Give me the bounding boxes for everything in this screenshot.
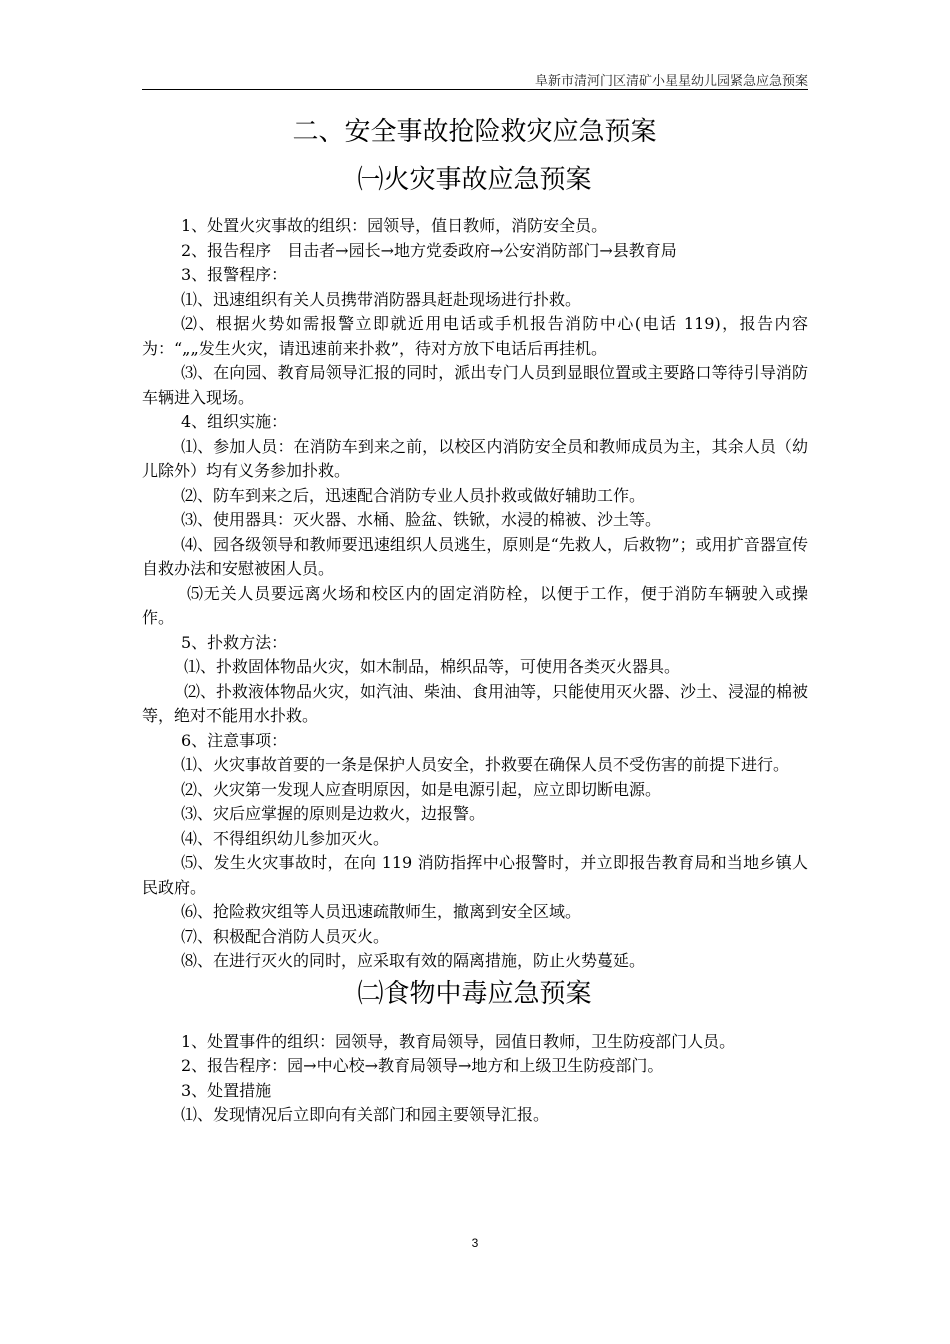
paragraph: ⑶、灾后应掌握的原则是边救火，边报警。 (181, 804, 486, 823)
paragraph: ⑴、火灾事故首要的一条是保护人员安全，扑救要在确保人员不受伤害的前提下进行。 (181, 755, 790, 774)
section-title-fire: ㈠火灾事故应急预案 (357, 165, 592, 195)
paragraph: ⑵、根据火势如需报警立即就近用电话或手机报告消防中心(电话 119)，报告内容为：“„„发生火灾，请迅速前来扑救”，待对方放下电话后再挂机。 (142, 314, 808, 358)
paragraph: 4、组织实施： (181, 412, 288, 431)
paragraph: 2、报告程序 目击者→园长→地方党委政府→公安消防部门→县教育局 (181, 240, 677, 260)
paragraph: ⑶、在向园、教育局领导汇报的同时，派出专门人员到显眼位置或主要路口等待引导消防车辆进入现场。 (142, 363, 808, 407)
paragraph: ⑵、火灾第一发现人应查明原因，如是电源引起，应立即切断电源。 (181, 779, 662, 799)
paragraph: ⑴、迅速组织有关人员携带消防器具赶赴现场进行扑救。 (181, 289, 582, 309)
header-divider (142, 89, 808, 90)
paragraph: ⑵、扑救液体物品火灾，如汽油、柴油、食用油等，只能使用灭火器、沙土、浸湿的棉被等，绝对不能用水扑救。 (142, 681, 809, 725)
paragraph: 5、扑救方法： (181, 632, 288, 652)
paragraph: ⑷、园各级领导和教师要迅速组织人员逃生，原则是“先救人，后救物”；或用扩音器宣传自救办法和安慰被困人员。 (142, 534, 808, 578)
paragraph: ⑴、参加人员：在消防车到来之前，以校区内消防安全员和教师成员为主，其余人员（幼儿除外）均有义务参加扑救。 (142, 436, 808, 480)
running-header: 阜新市清河门区清矿小星星幼儿园紧急应急预案 (534, 74, 808, 89)
paragraph: ⑸、发生火灾事故时，在向 119 消防指挥中心报警时，并立即报告教育局和当地乡镇人民政府。 (142, 853, 808, 897)
section-food-poisoning (181, 1030, 808, 1128)
paragraph: ⑴、扑救固体物品火灾，如木制品，棉织品等，可使用各类灭火器具。 (184, 657, 681, 676)
paragraph: 1、处置火灾事故的组织：园领导，值日教师，消防安全员。 (181, 216, 608, 235)
main-title: 二、安全事故抢险救灾应急预案 (292, 117, 657, 147)
paragraph: ⑴、发现情况后立即向有关部门和园主要领导汇报。 (181, 1105, 550, 1124)
paragraph: 1、处置事件的组织：园领导，教育局领导，园值日教师，卫生防疫部门人员。 (181, 1031, 736, 1051)
section-title-food-poisoning: ㈡食物中毒应急预案 (357, 978, 592, 1009)
section-fire (142, 214, 809, 974)
paragraph: ⑻、在进行灭火的同时，应采取有效的隔离措施，防止火势蔓延。 (181, 951, 646, 970)
paragraph: ⑶、使用器具：灭火器、水桶、脸盆、铁锨，水浸的棉被、沙土等。 (181, 510, 662, 529)
paragraph: 6、注意事项： (181, 730, 288, 750)
page-number: 3 (471, 1236, 479, 1250)
paragraph: 2、报告程序：园→中心校→教育局领导→地方和上级卫生防疫部门。 (181, 1056, 664, 1075)
paragraph: ⑹、抢险救灾组等人员迅速疏散师生，撤离到安全区域。 (181, 902, 582, 921)
document-body (142, 112, 809, 1128)
paragraph: ⑷、不得组织幼儿参加灭火。 (181, 828, 390, 848)
paragraph: ⑵、防车到来之后，迅速配合消防专业人员扑救或做好辅助工作。 (181, 485, 646, 505)
paragraph: ⑺、积极配合消防人员灭火。 (181, 926, 390, 946)
paragraph: 3、报警程序： (181, 265, 288, 284)
paragraph: 3、处置措施 (181, 1080, 272, 1100)
paragraph: ⑸无关人员要远离火场和校区内的固定消防栓，以便于工作，便于消防车辆驶入或操作。 (142, 583, 808, 627)
